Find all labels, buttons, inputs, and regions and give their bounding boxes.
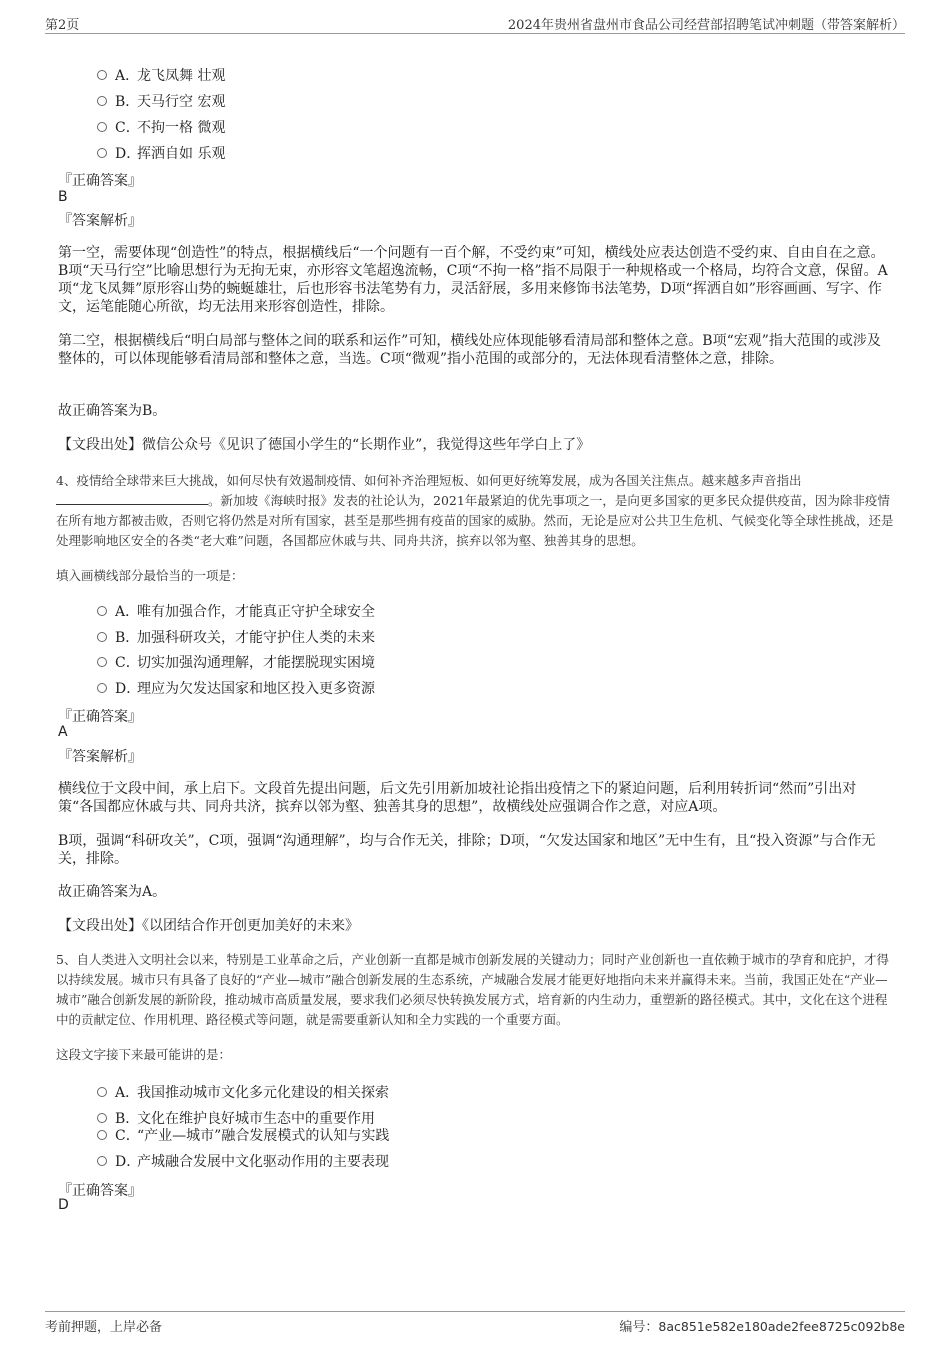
q4-option-a[interactable]: A．唯有加强合作，才能真正守护全球安全 [97, 601, 375, 621]
analysis-paragraph: B项，强调“科研攻关”，C项，强调“沟通理解”，均与合作无关，排除；D项，“欠发达国家和地区”无中生有，且“投入资源”与合作无关，排除。 [58, 833, 876, 867]
q5-option-b[interactable]: B．文化在维护良好城市生态中的重要作用 [97, 1108, 375, 1128]
q3-option-a[interactable]: A．龙飞凤舞 壮观 [97, 65, 225, 85]
page-header [45, 13, 905, 34]
q5-option-c[interactable]: C．“产业—城市”融合发展模式的认知与实践 [97, 1125, 389, 1145]
radio-icon[interactable] [97, 148, 107, 158]
analysis-paragraph: 第二空，根据横线后“明白局部与整体之间的联系和运作”可知，横线处应体现能够看清局部和整体之意。B项“宏观”指大范围的或涉及整体的，可以体现能够看清局部和整体之意，当选。C项“微观”指小范围的或部分的，无法体现看清整体之意，排除。 [58, 333, 881, 367]
analysis-paragraph: 第一空，需要体现“创造性”的特点，根据横线后“一个问题有一百个解，不受约束”可知，横线处应表达创造不受约束、自由自在之意。B项“天马行空”比喻思想行为无拘无束，亦形容文笔超逸流畅，C项“不拘一格”指不局限于一种规格或一个格局，均符合文意，保留。A项“龙飞凤舞”原形容山势的蜿蜒雄壮，后也形容书法笔势有力，灵活舒展，多用来修饰书法笔势，D项“挥洒自如”形容画画、写字、作文，运笔能随心所欲，均无法用来形容创造性，排除。 [58, 245, 888, 315]
q4-option-b[interactable]: B．加强科研攻关，才能守护住人类的未来 [97, 627, 375, 647]
answer-label: 『正确答案』 [58, 1183, 142, 1199]
radio-icon[interactable] [97, 1156, 107, 1166]
source-note: 【文段出处】微信公众号《见识了德国小学生的“长期作业”，我觉得这些年学白上了》 [58, 437, 591, 453]
q4-option-c[interactable]: C．切实加强沟通理解，才能摆脱现实困境 [97, 652, 375, 672]
source-note: 【文段出处】《以团结合作开创更加美好的未来》 [58, 918, 359, 934]
question-prompt: 这段文字接下来最可能讲的是： [56, 1047, 232, 1062]
radio-icon[interactable] [97, 632, 107, 642]
q3-option-d[interactable]: D．挥洒自如 乐观 [97, 143, 225, 163]
radio-icon[interactable] [97, 606, 107, 616]
q4-option-d[interactable]: D．理应为欠发达国家和地区投入更多资源 [97, 678, 375, 698]
analysis-label: 『答案解析』 [58, 749, 142, 765]
q3-option-b[interactable]: B．天马行空 宏观 [97, 91, 225, 111]
footer-slogan: 考前押题，上岸必备 [45, 1320, 163, 1335]
document-code: 编号：8ac851e582e180ade2fee8725c092b8e [619, 1319, 905, 1335]
question-stem: 5、自人类进入文明社会以来，特别是工业革命之后，产业创新一直都是城市创新发展的关键动力；同时产业创新也一直依赖于城市的孕育和庇护，才得以持续发展。城市只有具备了良好的“产业—城市”融合创新发展的生态系统，产城融合发展才能更好地指向未来并赢得未来。当前，我国正处在“产业—城市”融合创新发展的新阶段，推动城市高质量发展，要求我们必须尽快转换发展方式，培育新的内生动力，重塑新的路径模式。其中，文化在这个进程中的贡献定位、作用机理、路径模式等问题，就是需要重新认知和全力实践的一个重要方面。 [56, 952, 889, 1027]
q5-option-a[interactable]: A．我国推动城市文化多元化建设的相关探索 [97, 1082, 389, 1102]
analysis-conclusion: 故正确答案为A。 [58, 884, 167, 900]
analysis-paragraph: 横线位于文段中间，承上启下。文段首先提出问题，后文先引用新加坡社论指出疫情之下的紧迫问题，后利用转折词“然而”引出对策“各国都应休戚与共、同舟共济，摈弃以邻为壑、独善其身的思想”，故横线处应强调合作之意，对应A项。 [58, 781, 857, 815]
q3-option-c[interactable]: C．不拘一格 微观 [97, 117, 225, 137]
answer-value: A [58, 724, 68, 740]
q5-option-d[interactable]: D．产城融合发展中文化驱动作用的主要表现 [97, 1151, 389, 1171]
question-stem: 4、疫情给全球带来巨大挑战，如何尽快有效遏制疫情、如何补齐治理短板、如何更好统筹发展，成为各国关注焦点。越来越多声音指出。新加坡《海峡时报》发表的社论认为，2021年最紧迫的优先事项之一，是向更多国家的更多民众提供疫苗，因为除非疫情在所有地方都被击败，否则它将仍然是对所有国家，甚至是那些拥有疫苗的国家的威胁。然而，无论是应对公共卫生危机、气候变化等全球性挑战，还是处理影响地区安全的各类“老大难”问题，各国都应休戚与共、同舟共济，摈弃以邻为壑、独善其身的思想。 [56, 473, 894, 548]
radio-icon[interactable] [97, 70, 107, 80]
fill-blank [56, 492, 208, 505]
page-footer [45, 1311, 905, 1334]
radio-icon[interactable] [97, 1130, 107, 1140]
radio-icon[interactable] [97, 1087, 107, 1097]
radio-icon[interactable] [97, 657, 107, 667]
answer-value: B [58, 189, 68, 205]
radio-icon[interactable] [97, 96, 107, 106]
analysis-conclusion: 故正确答案为B。 [58, 403, 167, 419]
analysis-label: 『答案解析』 [58, 213, 142, 229]
document-title: 2024年贵州省盘州市食品公司经营部招聘笔试冲刺题（带答案解析） [507, 18, 905, 33]
answer-value: D [58, 1197, 69, 1213]
radio-icon[interactable] [97, 1113, 107, 1123]
page-number: 第2页 [45, 18, 80, 33]
radio-icon[interactable] [97, 683, 107, 693]
answer-label: 『正确答案』 [58, 173, 142, 189]
radio-icon[interactable] [97, 122, 107, 132]
answer-label: 『正确答案』 [58, 709, 142, 725]
question-prompt: 填入画横线部分最恰当的一项是： [56, 568, 244, 583]
